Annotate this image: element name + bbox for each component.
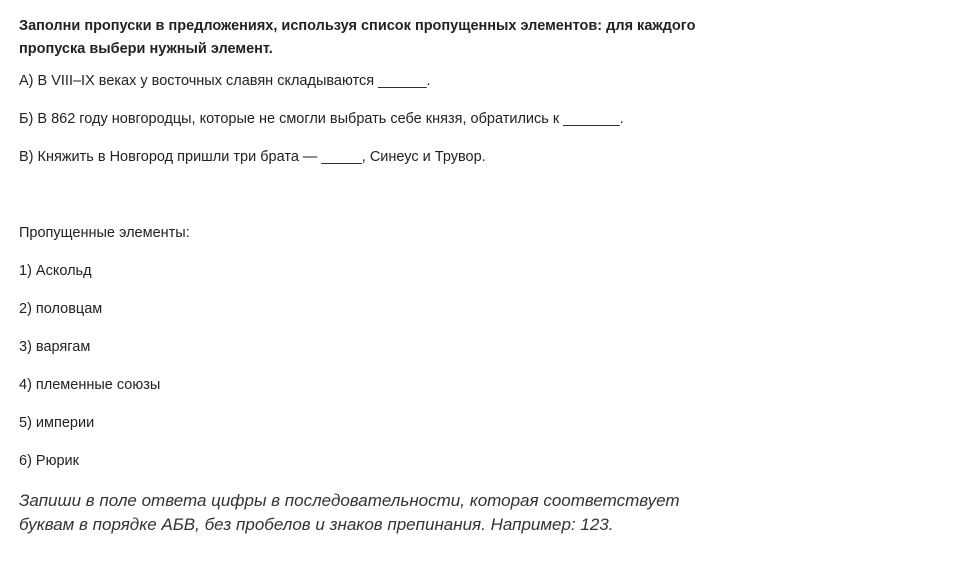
sentences-list [19, 71, 779, 185]
option-item: 4) племенные союзы [19, 377, 161, 393]
sentence-b: Б) В 862 году новгородцы, которые не смогли выбрать себе князя, обратились к _______. [19, 111, 624, 127]
spacer [19, 185, 779, 223]
option-item: 2) половцам [19, 301, 103, 317]
answer-hint: Запиши в поле ответа цифры в последовательности, которая соответствует буквам в порядке АБВ, без пробелов и знаков препинания. Например: 123. [19, 491, 680, 534]
option-item: 1) Аскольд [19, 263, 92, 279]
options-list [19, 261, 779, 489]
option-item: 5) империи [19, 415, 95, 431]
sentence-a: А) В VIII–IX веках у восточных славян складываются ______. [19, 73, 431, 89]
option-item: 6) Рюрик [19, 453, 79, 469]
task-card [19, 15, 779, 537]
task-instruction: Заполни пропуски в предложениях, используя список пропущенных элементов: для каждого пропуска выбери нужный элемент. [19, 18, 696, 57]
missing-elements-title: Пропущенные элементы: [19, 225, 190, 241]
option-item: 3) варягам [19, 339, 91, 355]
sentence-c: В) Княжить в Новгород пришли три брата — _____, Синеус и Трувор. [19, 149, 486, 165]
